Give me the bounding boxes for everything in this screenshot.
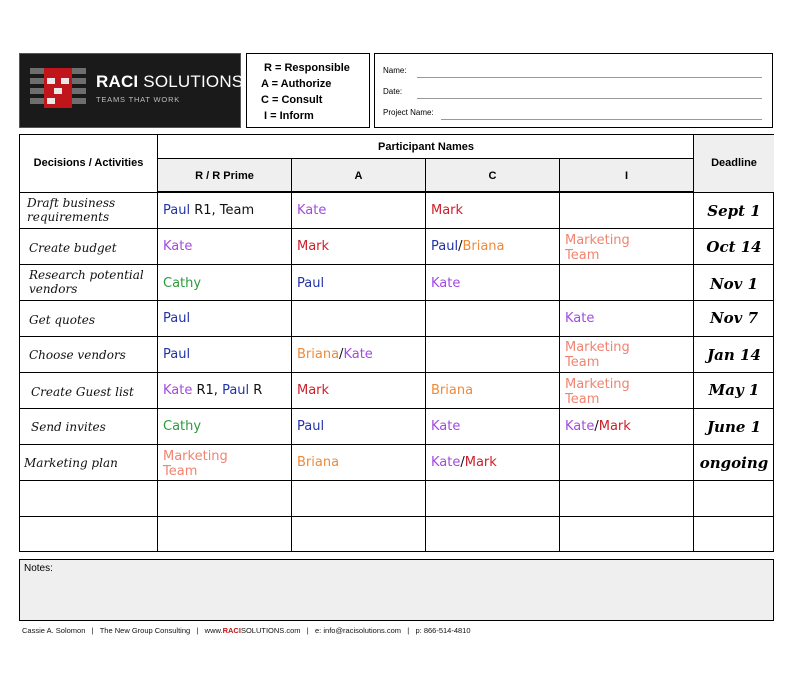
a-cell: Briana/Kate [297,347,373,362]
header-i: I [624,170,629,182]
raci-grid-icon [30,64,86,114]
r-cell: Marketing Team [163,449,228,479]
c-cell: Kate [431,276,461,291]
header-activities: Decisions / Activities [33,157,144,169]
notes-box[interactable] [19,559,774,621]
name-field[interactable] [417,77,762,78]
activity-cell: Send invites [31,420,106,434]
deadline-cell: Sept 1 [707,202,761,220]
a-cell: Paul [297,419,325,434]
project-name-field[interactable] [441,119,762,120]
r-cell: Kate [163,239,193,254]
header-c: C [488,170,497,182]
raci-table [19,134,774,552]
activity-cell: Marketing plan [24,456,118,470]
i-cell: Marketing Team [565,340,630,370]
deadline-cell: June 1 [706,418,762,436]
r-cell: Paul [163,347,191,362]
activity-cell: Create Guest list [31,385,134,399]
notes-label: Notes: [24,563,53,574]
i-cell: Kate [565,311,595,326]
header-a: A [354,170,363,182]
logo-title: RACI SOLUTIONS™ [96,72,261,91]
legend-inform: I = Inform [264,110,314,122]
i-cell: Marketing Team [565,233,630,263]
legend-consult: C = Consult [261,94,323,106]
c-cell: Briana [431,383,474,398]
r-cell: Paul R1, Team [163,203,255,218]
header-deadline: Deadline [711,157,757,169]
header-r: R / R Prime [195,170,254,182]
name-label: Name: [383,66,407,75]
r-cell: Paul [163,311,191,326]
legend-authorize: A = Authorize [261,78,332,90]
project-name-label: Project Name: [383,108,434,117]
r-cell: Kate R1, Paul R [163,383,263,398]
deadline-cell: Oct 14 [706,238,762,256]
r-cell: Cathy [163,276,202,291]
deadline-cell: Nov 1 [709,275,759,293]
deadline-cell: Nov 7 [709,309,759,327]
footer: Cassie A. Solomon | The New Group Consulting | www.RACISOLUTIONS.com | e: info@racisolutions.com | p: 866-514-4810 [22,626,471,635]
date-field[interactable] [417,98,762,99]
company-logo [19,53,261,128]
a-cell: Paul [297,276,325,291]
project-info-box [374,53,773,128]
c-cell: Kate/Mark [431,455,497,470]
logo-tagline: TEAMS THAT WORK [96,95,181,104]
a-cell: Mark [297,383,330,398]
header-participants: Participant Names [378,141,474,153]
footer-phone: p: 866-514-4810 [415,626,471,635]
footer-author: Cassie A. Solomon [22,626,86,635]
a-cell: Mark [297,239,330,254]
deadline-cell: Jan 14 [707,346,761,364]
raci-legend [246,53,370,128]
a-cell: Briana [297,455,340,470]
c-cell: Kate [431,419,461,434]
footer-email[interactable]: e: info@racisolutions.com [315,626,401,635]
footer-company: The New Group Consulting [99,626,191,635]
r-cell: Cathy [163,419,202,434]
i-cell: Marketing Team [565,377,630,407]
i-cell: Kate/Mark [565,419,631,434]
c-cell: Paul/Briana [431,239,505,254]
date-label: Date: [383,87,403,96]
legend-responsible: R = Responsible [264,62,350,74]
deadline-cell: May 1 [708,381,760,399]
activity-cell: Get quotes [29,313,96,327]
activity-cell: Choose vendors [29,348,126,362]
deadline-cell: ongoing [699,454,769,472]
activity-cell: Research potential vendors [29,268,144,296]
footer-website[interactable]: www.RACISOLUTIONS.com [204,626,301,635]
activity-cell: Draft business requirements [27,196,116,224]
a-cell: Kate [297,203,327,218]
c-cell: Mark [431,203,464,218]
activity-cell: Create budget [29,241,117,255]
